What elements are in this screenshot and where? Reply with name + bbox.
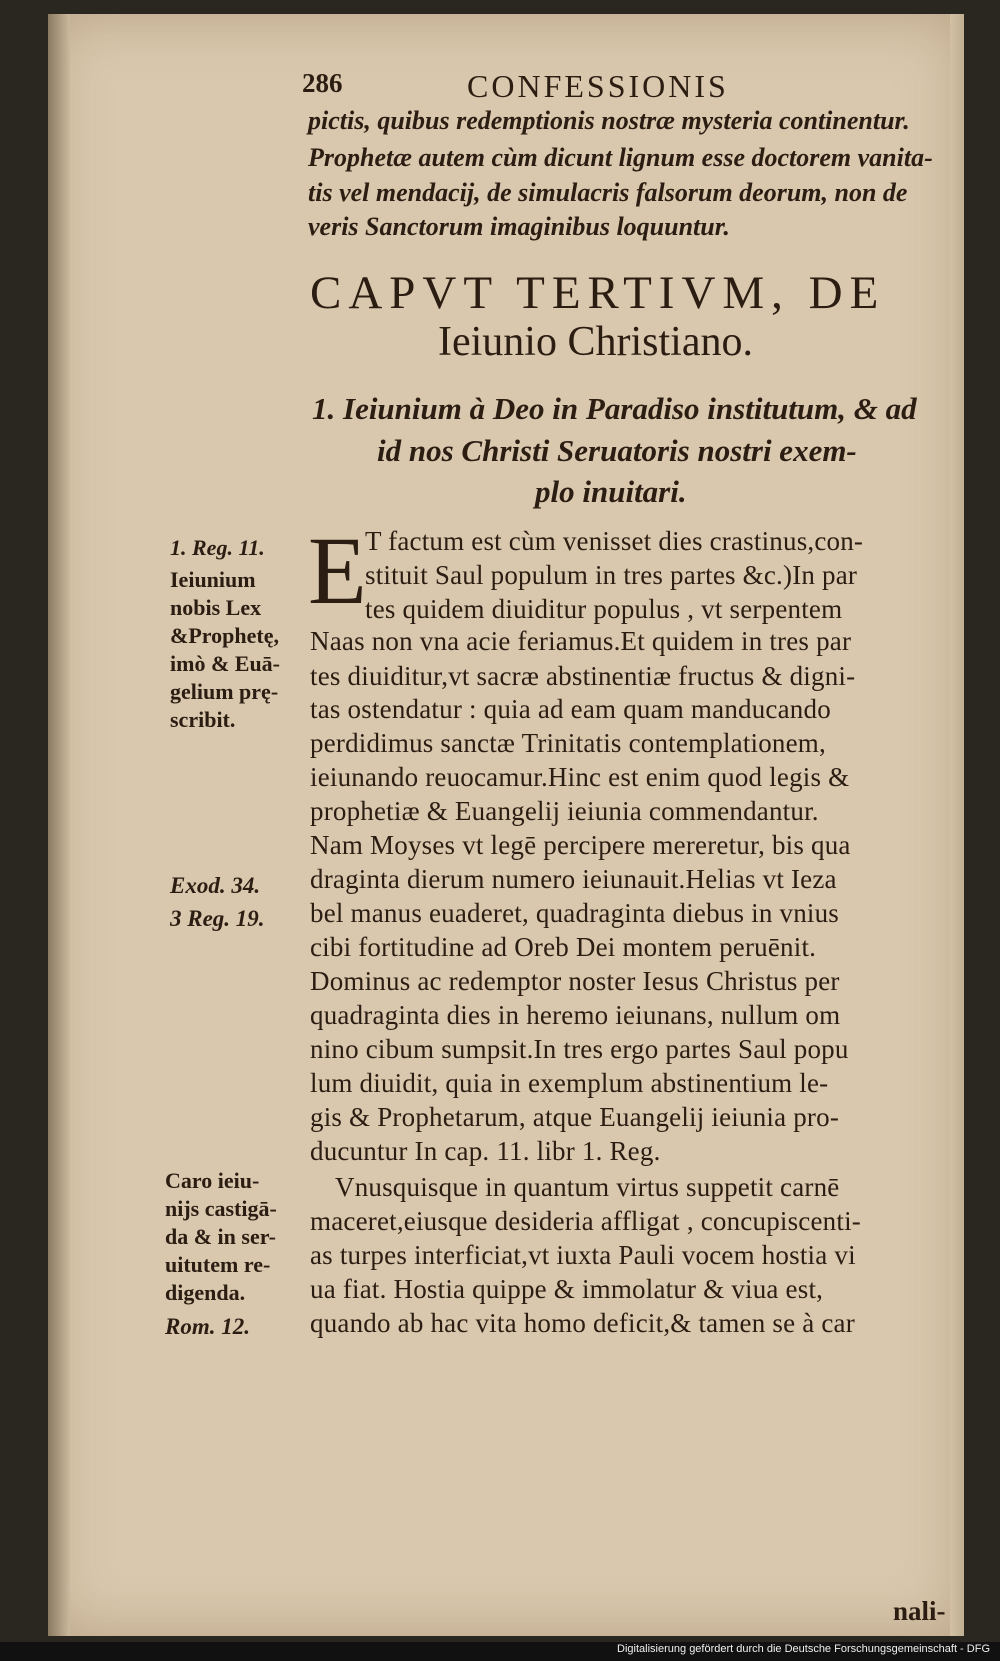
digitization-footer: [0, 1642, 1000, 1661]
body-line: quadraginta dies in heremo ieiunans, nullum om: [310, 1000, 841, 1030]
section-heading-line: plo inuitari.: [535, 474, 687, 509]
margin-note-line: nijs castigā-: [165, 1196, 277, 1221]
chapter-title-line2: Ieiunio Christiano.: [438, 319, 753, 365]
body-line: Nam Moyses vt legē percipere mereretur, bis qua: [310, 830, 851, 860]
body-line: Vnusquisque in quantum virtus suppetit carnē: [335, 1172, 840, 1202]
margin-note-line: da & in ser-: [165, 1224, 277, 1249]
catchword: nali-: [893, 1596, 946, 1626]
margin-note-line: &Prophetę,: [170, 623, 279, 648]
carryover-line: Prophetæ autem cùm dicunt lignum esse doctorem vanita-: [308, 143, 933, 172]
body-line: draginta dierum numero ieiunauit.Helias vt Ieza: [310, 864, 837, 894]
margin-reference: 3 Reg. 19.: [170, 906, 265, 931]
margin-note-line: scribit.: [170, 707, 236, 732]
body-line: T factum est cùm venisset dies crastinus,con-: [365, 526, 864, 556]
body-line: prophetiæ & Euangelij ieiunia commendantur.: [310, 796, 819, 826]
page-number: 286: [302, 68, 343, 98]
margin-reference: 1. Reg. 11.: [170, 535, 265, 560]
running-title: CONFESSIONIS: [467, 68, 729, 104]
body-line: quando ab hac vita homo deficit,& tamen se à car: [310, 1308, 855, 1338]
binding-gutter: [48, 14, 70, 1636]
body-line: bel manus euaderet, quadraginta diebus in vnius: [310, 898, 840, 928]
body-line: nino cibum sumpsit.In tres ergo partes Saul popu: [310, 1034, 849, 1064]
section-heading-line: id nos Christi Seruatoris nostri exem-: [377, 433, 857, 468]
carryover-line: pictis, quibus redemptionis nostræ mysteria continentur.: [308, 106, 910, 135]
margin-note-line: digenda.: [165, 1280, 246, 1305]
margin-reference: Rom. 12.: [165, 1314, 250, 1339]
body-line: ieiunando reuocamur.Hinc est enim quod legis &: [310, 762, 850, 792]
body-line: stituit Saul populum in tres partes &c.)In par: [365, 560, 858, 590]
body-line: tes diuiditur,vt sacræ abstinentiæ fructus & digni-: [310, 661, 856, 691]
body-line: ducuntur In cap. 11. libr 1. Reg.: [310, 1136, 661, 1166]
carryover-line: veris Sanctorum imaginibus loquuntur.: [308, 212, 730, 241]
running-header: [302, 68, 922, 108]
page-edge: [950, 14, 964, 1636]
chapter-title-line1: CAPVT TERTIVM, DE: [310, 267, 886, 319]
body-line: tas ostendatur : quia ad eam quam manducando: [310, 694, 831, 724]
body-line: Naas non vna acie feriamus.Et quidem in tres par: [310, 626, 852, 656]
margin-note-line: uitutem re-: [165, 1252, 271, 1277]
body-line: maceret,eiusque desideria affligat , concupiscenti-: [310, 1206, 861, 1236]
body-line: lum diuidit, quia in exemplum abstinentium le-: [310, 1068, 829, 1098]
section-heading-line: 1. Ieiunium à Deo in Paradiso institutum, & ad: [312, 391, 917, 426]
body-line: as turpes interficiat,vt iuxta Pauli vocem hostia vi: [310, 1240, 856, 1270]
body-line: cibi fortitudine ad Oreb Dei montem peruēnit.: [310, 932, 817, 962]
body-line: Dominus ac redemptor noster Iesus Christus per: [310, 966, 840, 996]
margin-note-line: imò & Euā-: [170, 651, 280, 676]
margin-note-line: gelium prę-: [170, 679, 279, 704]
footer-credit: Digitalisierung gefördert durch die Deutsche Forschungsgemeinschaft - DFG: [617, 1643, 990, 1655]
margin-note-line: nobis Lex: [170, 595, 262, 620]
carryover-line: tis vel mendacij, de simulacris falsorum deorum, non de: [308, 178, 908, 207]
margin-reference: Exod. 34.: [170, 873, 261, 898]
body-line: tes quidem diuiditur populus , vt serpentem: [365, 594, 843, 624]
body-line: perdidimus sanctæ Trinitatis contemplationem,: [310, 728, 826, 758]
body-line: gis & Prophetarum, atque Euangelij ieiunia pro-: [310, 1102, 840, 1132]
body-line: ua fiat. Hostia quippe & immolatur & viua est,: [310, 1274, 824, 1304]
margin-note-line: Caro ieiu-: [165, 1168, 260, 1193]
margin-note-line: Ieiunium: [170, 567, 256, 592]
drop-cap-initial: E: [308, 517, 367, 624]
